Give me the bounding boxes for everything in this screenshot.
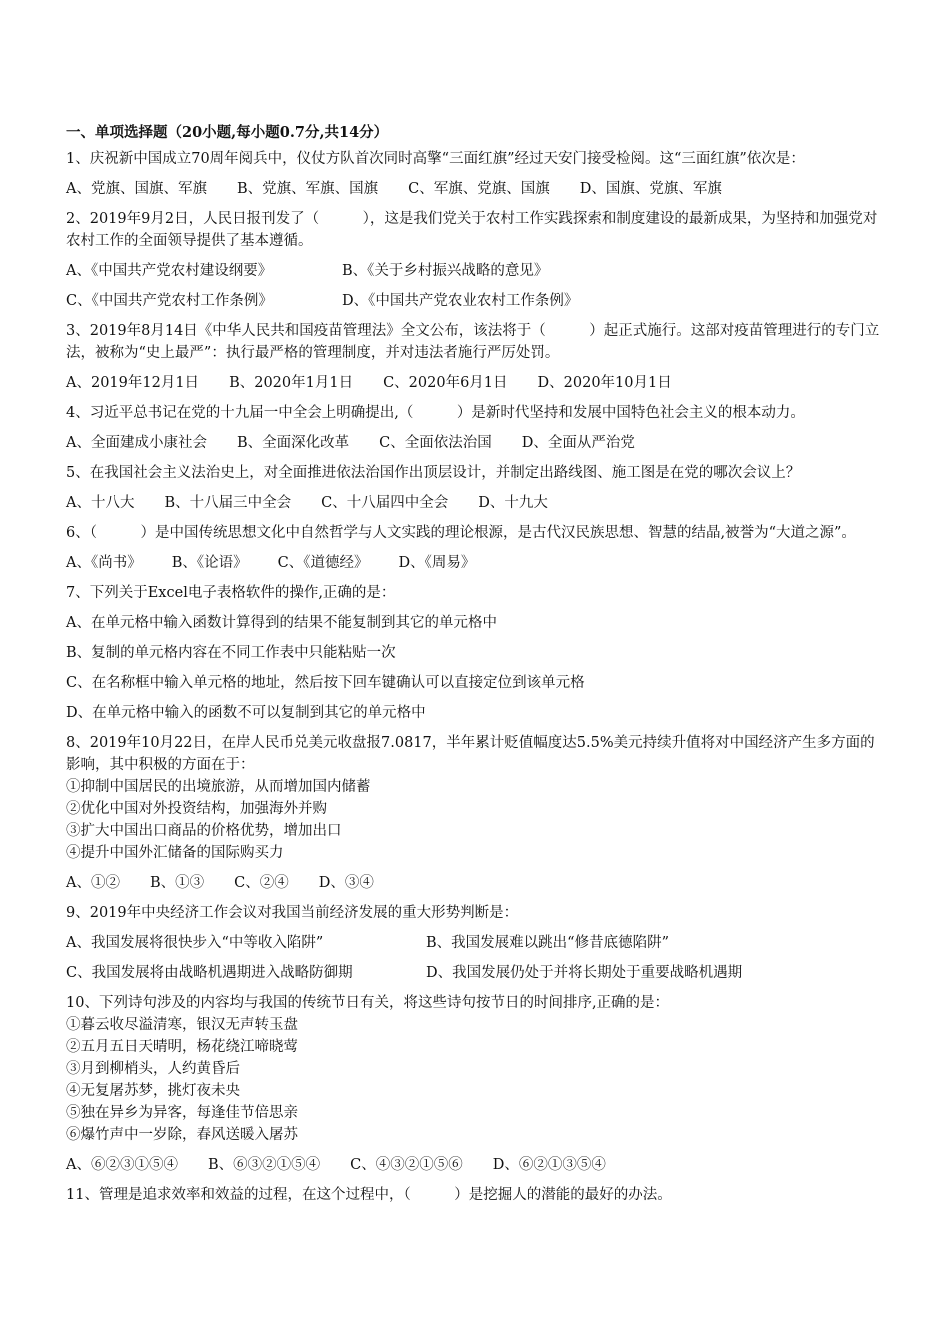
question-6-options: [66, 552, 888, 574]
option-c: C、全面依法治国: [379, 435, 492, 451]
question-5-options: [66, 492, 888, 514]
option-a: A、⑥②③①⑤④: [66, 1157, 178, 1173]
question-10: [66, 992, 888, 1146]
question-4-options: [66, 432, 888, 454]
option-a: A、十八大: [66, 495, 135, 511]
list-item: ⑥爆竹声中一岁除，春风送暖入屠苏: [66, 1127, 298, 1143]
option-c: C、《中国共产党农村工作条例》: [66, 293, 273, 309]
option-b: B、我国发展难以跳出“修昔底德陷阱”: [426, 935, 669, 951]
question-9-options-row-2: [66, 962, 888, 984]
list-item: ②五月五日天晴明，杨花绕江啼晓莺: [66, 1039, 298, 1055]
option-b: B、《论语》: [171, 555, 248, 571]
option-b: B、十八届三中全会: [164, 495, 292, 511]
question-8-stem: 8、2019年10月22日，在岸人民币兑美元收盘报7.0817，半年累计贬值幅度达5.5%美元持续升值将对中国经济产生多方面的影响，其中积极的方面在于：: [66, 735, 875, 773]
option-b: B、①③: [149, 875, 205, 891]
question-5: 5、在我国社会主义法治史上，对全面推进依法治国作出顶层设计，并制定出路线图、施工图是在党的哪次会议上？: [66, 465, 801, 481]
question-8-options: [66, 872, 888, 894]
list-item: ①暮云收尽溢清寒，银汉无声转玉盘: [66, 1017, 298, 1033]
question-10-stem: 10、下列诗句涉及的内容均与我国的传统节日有关，将这些诗句按节日的时间排序,正确的是：: [66, 995, 670, 1011]
list-item: ④无复屠苏梦，挑灯夜未央: [66, 1083, 240, 1099]
question-2-options-row-2: [66, 290, 888, 312]
option-c: C、在名称框中输入单元格的地址，然后按下回车键确认可以直接定位到该单元格: [66, 675, 585, 691]
question-3: 3、2019年8月14日《中华人民共和国疫苗管理法》全文公布，该法将于（ ）起正式施行。这部对疫苗管理进行的专门立法，被称为“史上最严”：执行最严格的管理制度，并对违法者施行严厉处罚。: [66, 323, 880, 361]
option-c: C、《道德经》: [277, 555, 369, 571]
option-c: C、十八届四中全会: [321, 495, 449, 511]
option-b: B、《关于乡村振兴战略的意见》: [342, 263, 549, 279]
option-b: B、2020年1月1日: [229, 375, 354, 391]
option-c: C、④③②①⑤⑥: [350, 1157, 463, 1173]
option-a: A、在单元格中输入函数计算得到的结果不能复制到其它的单元格中: [66, 615, 497, 631]
exam-page: [66, 120, 888, 1214]
question-11: 11、管理是追求效率和效益的过程，在这个过程中，（ ）是挖掘人的潜能的最好的办法。: [66, 1187, 672, 1203]
option-d: D、《中国共产党农业农村工作条例》: [342, 293, 579, 309]
list-item: ③月到柳梢头，人约黄昏后: [66, 1061, 240, 1077]
option-b: B、⑥③②①⑤④: [207, 1157, 321, 1173]
option-d: D、十九大: [478, 495, 548, 511]
option-a: A、①②: [66, 875, 120, 891]
option-d: D、国旗、党旗、军旗: [579, 181, 722, 197]
option-a: A、我国发展将很快步入“中等收入陷阱”: [66, 935, 324, 951]
option-d: D、在单元格中输入的函数不可以复制到其它的单元格中: [66, 705, 426, 721]
option-b: B、全面深化改革: [236, 435, 350, 451]
option-c: C、②④: [234, 875, 289, 891]
option-a: A、党旗、国旗、军旗: [66, 181, 207, 197]
option-d: D、我国发展仍处于并将长期处于重要战略机遇期: [426, 965, 743, 981]
option-b: B、复制的单元格内容在不同工作表中只能粘贴一次: [66, 645, 396, 661]
option-c: C、军旗、党旗、国旗: [408, 181, 550, 197]
question-3-options: [66, 372, 888, 394]
question-4: 4、习近平总书记在党的十九届一中全会上明确提出,（ ）是新时代坚持和发展中国特色社会主义的根本动力。: [66, 405, 805, 421]
option-a: A、2019年12月1日: [66, 375, 200, 391]
option-c: C、2020年6月1日: [383, 375, 508, 391]
option-a: A、《中国共产党农村建设纲要》: [66, 263, 273, 279]
question-1-options: [66, 178, 888, 200]
option-d: D、2020年10月1日: [537, 375, 672, 391]
option-d: D、③④: [318, 875, 374, 891]
question-8: [66, 732, 888, 864]
option-d: D、全面从严治党: [521, 435, 635, 451]
question-9-options-row-1: [66, 932, 888, 954]
question-6: 6、（ ）是中国传统思想文化中自然哲学与人文实践的理论根源，是古代汉民族思想、智慧的结晶,被誉为“大道之源”。: [66, 525, 856, 541]
list-item: ①抑制中国居民的出境旅游，从而增加国内储蓄: [66, 779, 371, 795]
section-heading: 一、单项选择题（20小题,每小题0.7分,共14分）: [66, 124, 389, 141]
option-c: C、我国发展将由战略机遇期进入战略防御期: [66, 965, 353, 981]
option-a: A、《尚书》: [66, 555, 142, 571]
option-a: A、全面建成小康社会: [66, 435, 207, 451]
question-1: 1、庆祝新中国成立70周年阅兵中，仪仗方队首次同时高擎“三面红旗”经过天安门接受检阅。这“三面红旗”依次是：: [66, 151, 805, 167]
question-2-options-row-1: [66, 260, 888, 282]
question-7: 7、下列关于Excel电子表格软件的操作,正确的是：: [66, 585, 396, 601]
question-9: 9、2019年中央经济工作会议对我国当前经济发展的重大形势判断是：: [66, 905, 519, 921]
option-d: D、⑥②①③⑤④: [492, 1157, 606, 1173]
list-item: ⑤独在异乡为异客，每逢佳节倍思亲: [66, 1105, 298, 1121]
list-item: ②优化中国对外投资结构，加强海外并购: [66, 801, 327, 817]
question-10-options: [66, 1154, 888, 1176]
option-b: B、党旗、军旗、国旗: [236, 181, 379, 197]
option-d: D、《周易》: [398, 555, 476, 571]
list-item: ④提升中国外汇储备的国际购买力: [66, 845, 284, 861]
list-item: ③扩大中国出口商品的价格优势，增加出口: [66, 823, 342, 839]
question-2: 2、2019年9月2日，人民日报刊发了（ ），这是我们党关于农村工作实践探索和制度建设的最新成果，为坚持和加强党对农村工作的全面领导提供了基本遵循。: [66, 211, 878, 249]
